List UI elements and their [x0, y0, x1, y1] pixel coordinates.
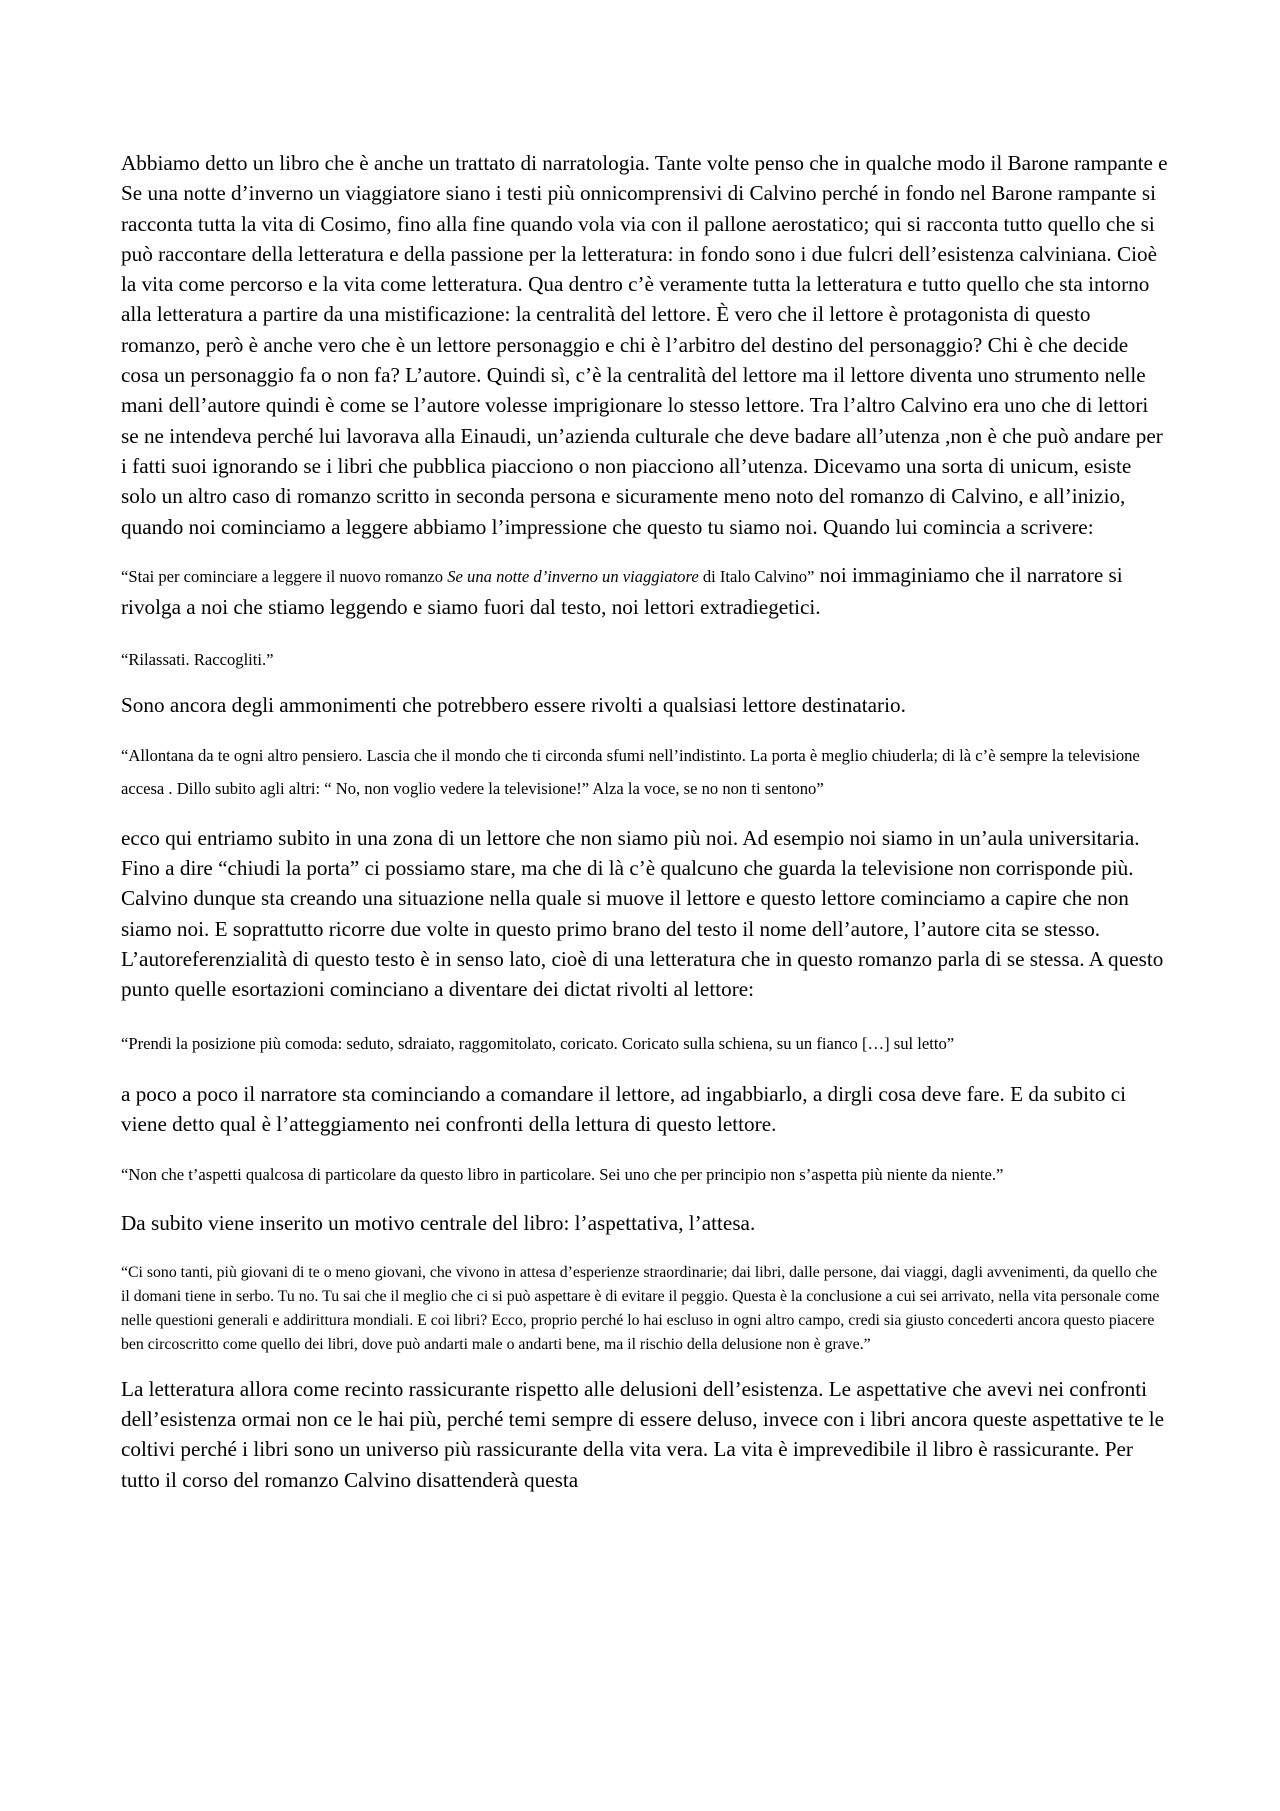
paragraph-3: Sono ancora degli ammonimenti che potrebbero essere rivolti a qualsiasi lettore destinatario.: [121, 693, 906, 718]
paragraph-2: noi immaginiamo che il narratore si rivolga a noi che stiamo leggendo e siamo fuori dal testo, noi lettori extradiegetici.: [121, 562, 1123, 620]
quote-1-suffix: di Italo Calvino”: [698, 566, 815, 586]
quote-6: “Ci sono tanti, più giovani di te o meno giovani, che vivono in attesa d’esperienze straordinarie; dai libri, dalle persone, dai viaggi, dagli avvenimenti, da quello che il domani tiene in serbo. Tu no. Tu sai che il meglio che ci si può aspettare è di evitare il peggio. Questa è la conclusione a cui sei arrivato, nella vita personale come nelle questioni generali e addirittura mondiali. E coi libri? Ecco, proprio perché lo hai escluso in ogni altro campo, credi sia giusto concederti ancora questo piacere ben circoscritto come quello dei libri, dove può andarti male o andarti bene, ma il rischio della delusione non è grave.”: [121, 1264, 1160, 1353]
quote-5: “Non che t’aspetti qualcosa di particolare da questo libro in particolare. Sei uno che per principio non s’aspetta più niente da niente.”: [121, 1165, 1004, 1185]
paragraph-7: La letteratura allora come recinto rassicurante rispetto alle delusioni dell’esistenza. Le aspettative che avevi nei confronti dell’esistenza ormai non ce le hai più, perché temi sempre di essere deluso, invece con i libri ancora queste aspettative te le coltivi perché i libri sono un universo più rassicurante della vita vera. La vita è imprevedibile il libro è rassicurante. Per tutto il corso del romanzo Calvino disattenderà questa: [121, 1376, 1165, 1492]
quote-4: “Prendi la posizione più comoda: seduto, sdraiato, raggomitolato, coricato. Coricato sulla schiena, su un fianco […] sul letto”: [121, 1033, 955, 1053]
quote-1-book-title: Se una notte d’inverno un viaggiatore: [447, 566, 699, 586]
paragraph-quote-1: [121, 560, 1169, 623]
paragraph-5: a poco a poco il narratore sta cominciando a comandare il lettore, ad ingabbiarlo, a dirgli cosa deve fare. E da subito ci viene detto qual è l’atteggiamento nei confronti della lettura di questo lettore.: [121, 1081, 1127, 1136]
quote-3: “Allontana da te ogni altro pensiero. Lascia che il mondo che ti circonda sfumi nell’indistinto. La porta è meglio chiuderla; di là c’è sempre la televisione accesa . Dillo subito agli altri: “ No, non voglio vedere la televisione!” Alza la voce, se no non ti sentono”: [121, 745, 1140, 798]
text-body: [121, 148, 1169, 1495]
quote-1-prefix: “Stai per cominciare a leggere il nuovo romanzo: [121, 566, 448, 586]
paragraph-1: Abbiamo detto un libro che è anche un trattato di narratologia. Tante volte penso che in qualche modo il Barone rampante e Se una notte d’inverno un viaggiatore siano i testi più onnicomprensivi di Calvino perché in fondo nel Barone rampante si racconta tutta la vita di Cosimo, fino alla fine quando vola via con il pallone aerostatico; qui si racconta tutto quello che si può raccontare della letteratura e della passione per la letteratura: in fondo sono i due fulcri dell’esistenza calviniana. Cioè la vita come percorso e la vita come letteratura. Qua dentro c’è veramente tutta la letteratura e tutto quello che sta intorno alla letteratura a partire da una mistificazione: la centralità del lettore. È vero che il lettore è protagonista di questo romanzo, però è anche vero che è un lettore personaggio e chi è l’arbitro del destino del personaggio? Chi è che decide cosa un personaggio fa o non fa? L’autore. Quindi sì, c’è la centralità del lettore ma il lettore diventa uno strumento nelle mani dell’autore quindi è come se l’autore volesse imprigionare lo stesso lettore. Tra l’altro Calvino era uno che di lettori se ne intendeva perché lui lavorava alla Einaudi, un’azienda culturale che deve badare all’utenza ,non è che può andare per i fatti suoi ignorando se i libri che pubblica piacciono o non piacciono all’utenza. Dicevamo una sorta di unicum, esiste solo un altro caso di romanzo scritto in seconda persona e sicuramente meno noto del romanzo di Calvino, e all’inizio, quando noi cominciamo a leggere abbiamo l’impressione che questo tu siamo noi. Quando lui comincia a scrivere:: [121, 151, 1168, 539]
paragraph-6: Da subito viene inserito un motivo centrale del libro: l’aspettativa, l’attesa.: [121, 1211, 756, 1236]
paragraph-4: ecco qui entriamo subito in una zona di un lettore che non siamo più noi. Ad esempio noi siamo in un’aula universitaria. Fino a dire “chiudi la porta” ci possiamo stare, ma che di là c’è qualcuno che guarda la televisione non corrisponde più. Calvino dunque sta creando una situazione nella quale si muove il lettore e questo lettore cominciamo a capire che non siamo noi. E soprattutto ricorre due volte in questo primo brano del testo il nome dell’autore, l’autore cita se stesso. L’autoreferenzialità di questo testo è in senso lato, cioè di una letteratura che in questo romanzo parla di se stessa. A questo punto quelle esortazioni cominciano a diventare dei dictat rivolti al lettore:: [121, 825, 1164, 1002]
quote-2: “Rilassati. Raccogliti.”: [121, 650, 274, 670]
